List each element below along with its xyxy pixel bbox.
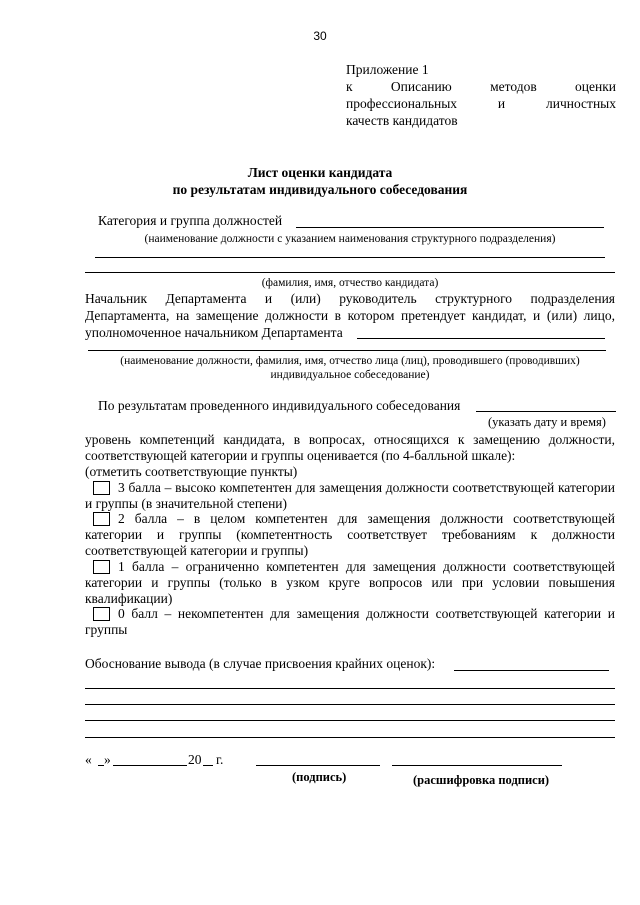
date-open-quote: « — [85, 752, 92, 767]
results-line-3: (отметить соответствующие пункты) — [85, 464, 298, 479]
date-close-quote: » — [104, 752, 111, 767]
results-date-line[interactable] — [476, 411, 616, 412]
justification-line-1[interactable] — [85, 688, 615, 689]
decode-signature-caption: (расшифровка подписи) — [413, 773, 550, 787]
option-1-checkbox[interactable] — [93, 560, 110, 574]
category-label: Категория и группа должностей — [98, 213, 283, 228]
option-1-points — [85, 559, 615, 607]
head-paragraph-line-1: Начальник Департамента и (или) руководитель структурного подразделения — [85, 291, 616, 306]
year-line[interactable] — [203, 765, 213, 766]
appendix-line-3: профессиональных и личностных — [346, 96, 616, 111]
document-title — [0, 165, 640, 199]
interviewer-caption: (наименование должности, фамилия, имя, отчество лица (лиц), проводившего (проводивших) индивидуальное собеседование) — [120, 355, 580, 381]
option-0-points — [85, 606, 615, 638]
justification-line-0[interactable] — [454, 670, 609, 671]
appendix-line-2: к Описанию методов оценки — [346, 79, 616, 94]
title-line-1: Лист оценки кандидата — [247, 165, 393, 180]
results-line-2: соответствующей категории и группы оценивается (по 4-балльной шкале): — [85, 448, 516, 463]
appendix-line-1: Приложение 1 — [346, 62, 429, 77]
interviewer-line[interactable] — [88, 350, 606, 351]
signature-caption: (подпись) — [292, 770, 347, 784]
justification-line-2[interactable] — [85, 704, 615, 705]
year-suffix: г. — [216, 752, 224, 767]
head-paragraph-line-2: Департамента, на замещение должности в котором претендует кандидат, и (или) лицо, — [85, 308, 615, 323]
option-0-checkbox[interactable] — [93, 607, 110, 621]
category-field-line[interactable] — [296, 227, 604, 228]
option-3-points — [85, 480, 615, 512]
page-number: 30 — [313, 29, 327, 43]
appendix-line-4: качеств кандидатов — [346, 113, 458, 128]
option-2-points — [85, 511, 615, 559]
candidate-caption: (фамилия, имя, отчество кандидата) — [261, 277, 439, 289]
title-line-2: по результатам индивидуального собеседования — [172, 182, 468, 197]
signature-line[interactable] — [256, 765, 380, 766]
option-2-checkbox[interactable] — [93, 512, 110, 526]
justification-label: Обоснование вывода (в случае присвоения крайних оценок): — [85, 656, 436, 671]
head-paragraph-line-3: уполномоченное начальником Департамента — [85, 325, 343, 340]
category-second-line[interactable] — [95, 257, 605, 258]
option-1-text: 1 балла – ограниченно компетентен для замещения должности соответствующей категории и группы (только в узком круге вопросов или при условии повышения квалификации) — [85, 559, 615, 606]
category-caption: (наименование должности с указанием наименования структурного подразделения) — [144, 233, 556, 245]
results-label: По результатам проведенного индивидуального собеседования — [98, 398, 461, 413]
year-prefix: 20 — [188, 752, 202, 767]
option-2-text: 2 балла – в целом компетентен для замещения должности соответствующей категории и группы (компетентность соответствует требованиям к должности соответствующей категории и группы) — [85, 511, 615, 558]
results-date-caption: (указать дату и время) — [488, 415, 606, 429]
month-line[interactable] — [113, 765, 187, 766]
decode-signature-line[interactable] — [392, 765, 562, 766]
results-line-1: уровень компетенций кандидата, в вопросах, относящихся к замещению должности, — [85, 432, 615, 447]
option-3-checkbox[interactable] — [93, 481, 110, 495]
candidate-name-line[interactable] — [85, 272, 615, 273]
justification-line-3[interactable] — [85, 720, 615, 721]
authorized-person-line[interactable] — [357, 338, 605, 339]
option-0-text: 0 балл – некомпетентен для замещения должности соответствующей категории и группы — [85, 606, 615, 637]
option-3-text: 3 балла – высоко компетентен для замещения должности соответствующей категории и группы (в значительной степени) — [85, 480, 615, 511]
appendix-block — [346, 62, 616, 130]
justification-line-4[interactable] — [85, 737, 615, 738]
